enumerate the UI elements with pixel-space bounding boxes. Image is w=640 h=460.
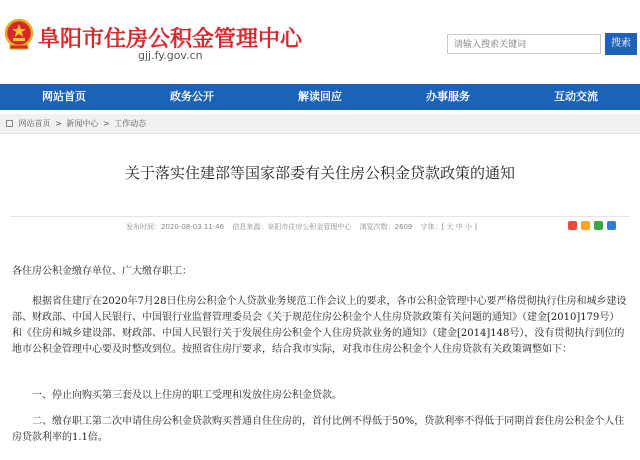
nav-item-home[interactable]: 网站首页 — [42, 90, 86, 103]
breadcrumb — [0, 114, 640, 134]
view-count: 浏览次数：2609 — [359, 223, 413, 231]
national-emblem-icon — [4, 18, 34, 50]
breadcrumb-news[interactable]: 新闻中心 — [66, 119, 99, 128]
breadcrumb-separator: > — [102, 119, 110, 128]
main-nav — [0, 84, 640, 110]
qzone-icon[interactable] — [581, 221, 590, 230]
font-size-control[interactable]: 字体：[ 大 中 小 ] — [420, 223, 477, 231]
breadcrumb-separator: > — [55, 119, 62, 128]
share-bar — [568, 221, 616, 230]
article-greeting: 各住房公积金缴存单位、广大缴存职工： — [12, 266, 192, 277]
search-input[interactable] — [447, 34, 601, 54]
breadcrumb-work-news[interactable]: 工作动态 — [114, 119, 147, 128]
nav-item-interaction[interactable]: 互动交流 — [554, 90, 598, 103]
home-icon — [6, 120, 13, 127]
site-domain: gjj.fy.gov.cn — [138, 49, 203, 62]
article-paragraph: 根据省住建厅在2020年7月28日住房公积金个人贷款业务规范工作会议上的要求，各市公积金管理中心要严格贯彻执行住房和城乡建设部、财政部、中国人民银行、中国银行业监督管理委员会《关于规范住房公积金个人住房贷款政策有关问题的通知》（建金[2010]179号）和《住房和城乡建设部、财政部、中国人民银行关于发展住房公积金个人住房贷款业务的通知》（建金[2014]148号），没有贯彻执行到位的地市公积金管理中心要及时整改到位。按照省住房厅要求，结合我市实际，对我市住房公积金个人住房贷款有关政策调整如下： — [12, 296, 627, 355]
weibo-icon[interactable] — [568, 221, 577, 230]
breadcrumb-home[interactable]: 网站首页 — [18, 119, 51, 128]
site-header — [0, 0, 640, 80]
nav-item-government-affairs[interactable]: 政务公开 — [170, 90, 214, 103]
nav-item-services[interactable]: 办事服务 — [426, 90, 470, 103]
publish-time: 发布时间：2020-08-03 11:46 — [126, 223, 225, 231]
tencent-icon[interactable] — [607, 221, 616, 230]
search-button[interactable]: 搜索 — [605, 33, 637, 55]
article-title: 关于落实住建部等国家部委有关住房公积金贷款政策的通知 — [124, 164, 515, 182]
divider — [10, 216, 630, 217]
article-paragraph: 一、停止向购买第三套及以上住房的职工受理和发放住房公积金贷款。 — [32, 390, 342, 401]
wechat-icon[interactable] — [594, 221, 603, 230]
article-paragraph: 二、缴存职工第二次申请住房公积金贷款购买普通自住住房的，首付比例不得低于50%，贷款利率不得低于同期首套住房公积金个人住房贷款利率的1.1倍。 — [12, 416, 625, 443]
info-source: 信息来源：阜阳市住房公积金管理中心 — [232, 223, 352, 231]
site-title[interactable]: 阜阳市住房公积金管理中心 — [38, 27, 303, 52]
article-meta — [126, 222, 483, 232]
nav-item-interpretation[interactable]: 解读回应 — [298, 90, 342, 103]
